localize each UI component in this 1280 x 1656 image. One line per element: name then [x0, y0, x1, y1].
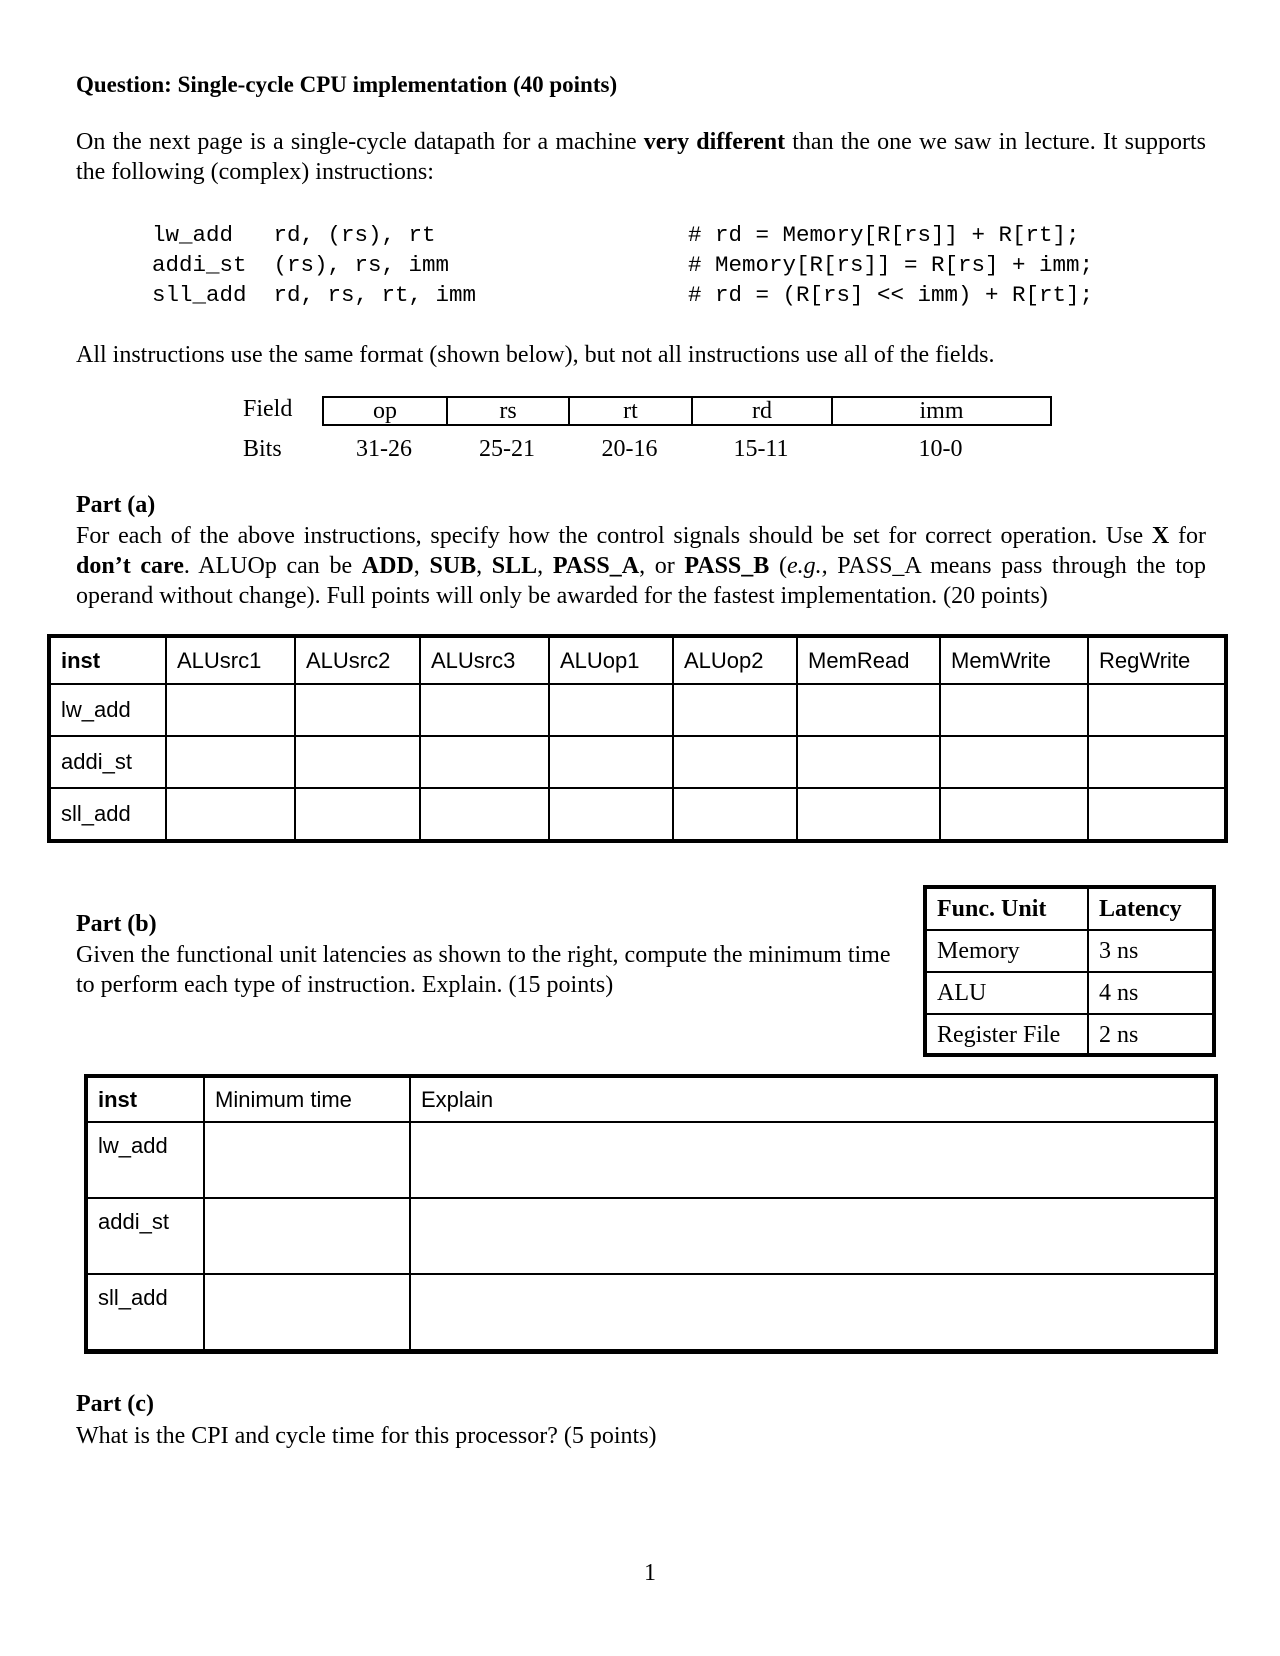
instruction-comment-2: # Memory[R[rs]] = R[rs] + imm;: [688, 252, 1094, 278]
table-row: [50, 684, 1227, 736]
answer-cell[interactable]: [940, 684, 1088, 736]
minimum-time-table: [86, 1076, 1218, 1351]
control-signals-table: [49, 636, 1228, 841]
answer-cell[interactable]: [1088, 684, 1227, 736]
latency-table: [925, 887, 1216, 1057]
answer-cell[interactable]: [549, 788, 673, 840]
row-inst-lw-add: lw_add: [50, 684, 166, 736]
latency-unit: ALU: [926, 972, 1088, 1014]
header-alusrc1: ALUsrc1: [166, 637, 295, 684]
table-row: [50, 788, 1227, 840]
intro-paragraph: [76, 127, 1206, 187]
latency-header-unit: Func. Unit: [926, 888, 1088, 930]
answer-cell[interactable]: [673, 788, 797, 840]
instruction-format-box: [322, 396, 1052, 426]
time-header-explain: Explain: [410, 1077, 1217, 1122]
latency-value: 2 ns: [1088, 1014, 1215, 1056]
answer-cell[interactable]: [295, 684, 420, 736]
row-inst-addi-st: addi_st: [50, 736, 166, 788]
answer-cell[interactable]: [940, 736, 1088, 788]
header-alusrc2: ALUsrc2: [295, 637, 420, 684]
instruction-code-1: lw_add rd, (rs), rt: [152, 222, 436, 248]
answer-cell[interactable]: [673, 684, 797, 736]
page-title: Question: Single-cycle CPU implementation (40 points): [76, 72, 618, 97]
latency-header-latency: Latency: [1088, 888, 1215, 930]
intro-text-1: On the next page is a single-cycle datapath for a machine: [76, 129, 644, 155]
answer-cell[interactable]: [797, 684, 940, 736]
part-b-heading: Part (b): [76, 911, 157, 937]
answer-cell[interactable]: [420, 736, 549, 788]
format-field-rd: rd: [752, 398, 772, 424]
bits-rt: 20-16: [601, 436, 658, 462]
header-inst: inst: [50, 637, 166, 684]
answer-cell[interactable]: [204, 1198, 410, 1274]
answer-cell[interactable]: [420, 684, 549, 736]
bits-op: 31-26: [356, 436, 412, 462]
instruction-comment-3: # rd = (R[rs] << imm) + R[rt];: [688, 282, 1094, 308]
row-inst-sll-add: sll_add: [50, 788, 166, 840]
answer-cell[interactable]: [204, 1122, 410, 1198]
table-row: [87, 1198, 1217, 1274]
latency-unit: Memory: [926, 930, 1088, 972]
answer-cell[interactable]: [549, 684, 673, 736]
answer-cell[interactable]: [549, 736, 673, 788]
intro-text-2: than the one we saw in lecture. It supports the following (complex) instructions:: [76, 129, 1207, 185]
answer-cell[interactable]: [410, 1122, 1217, 1198]
part-a-text: For each of the above instructions, specify how the control signals should be set for correct operation. Use X for don’t care. ALUOp can be ADD, SUB, SLL, PASS_A, or PASS_B (e.g., PASS_A means pass through the top operand without change). Full points will only be awarded for the fastest implementation. (20 points): [76, 523, 1207, 609]
latency-value: 4 ns: [1088, 972, 1215, 1014]
time-row-inst: sll_add: [87, 1274, 204, 1350]
field-label: Field: [243, 396, 293, 422]
format-text: All instructions use the same format (shown below), but not all instructions use all of the fields.: [76, 342, 995, 368]
part-c-text: What is the CPI and cycle time for this processor? (5 points): [76, 1423, 657, 1449]
intro-bold: very different: [643, 129, 786, 155]
format-field-op: op: [373, 398, 397, 424]
time-row-inst: lw_add: [87, 1122, 204, 1198]
header-memread: MemRead: [797, 637, 940, 684]
answer-cell[interactable]: [166, 788, 295, 840]
answer-cell[interactable]: [940, 788, 1088, 840]
header-memwrite: MemWrite: [940, 637, 1088, 684]
part-c-heading: Part (c): [76, 1391, 154, 1417]
answer-cell[interactable]: [1088, 736, 1227, 788]
instruction-comment-1: # rd = Memory[R[rs]] + R[rt];: [688, 222, 1080, 248]
answer-cell[interactable]: [673, 736, 797, 788]
time-header-minimum: Minimum time: [204, 1077, 410, 1122]
answer-cell[interactable]: [410, 1274, 1217, 1350]
part-b-text: Given the functional unit latencies as shown to the right, compute the minimum time to perform each type of instruction. Explain. (15 points): [76, 942, 891, 998]
instruction-code-2: addi_st (rs), rs, imm: [152, 252, 450, 278]
answer-cell[interactable]: [420, 788, 549, 840]
answer-cell[interactable]: [797, 788, 940, 840]
header-regwrite: RegWrite: [1088, 637, 1227, 684]
answer-cell[interactable]: [797, 736, 940, 788]
table-row: [50, 736, 1227, 788]
format-field-imm: imm: [919, 398, 964, 424]
answer-cell[interactable]: [295, 736, 420, 788]
table-row: [87, 1122, 1217, 1198]
header-alusrc3: ALUsrc3: [420, 637, 549, 684]
answer-cell[interactable]: [204, 1274, 410, 1350]
bits-rs: 25-21: [479, 436, 535, 462]
part-a-heading: Part (a): [76, 492, 156, 518]
bits-label: Bits: [243, 436, 282, 462]
time-row-inst: addi_st: [87, 1198, 204, 1274]
header-aluop2: ALUop2: [673, 637, 797, 684]
bits-rd: 15-11: [733, 436, 789, 462]
instruction-code-3: sll_add rd, rs, rt, imm: [152, 282, 477, 308]
answer-cell[interactable]: [166, 684, 295, 736]
header-aluop1: ALUop1: [549, 637, 673, 684]
table-row: [926, 972, 1215, 1014]
table-row: [926, 1014, 1215, 1056]
answer-cell[interactable]: [166, 736, 295, 788]
time-header-inst: inst: [87, 1077, 204, 1122]
control-header-row: [50, 637, 1227, 684]
format-field-rt: rt: [623, 398, 638, 424]
table-row: [87, 1274, 1217, 1350]
page-number: 1: [644, 1560, 656, 1586]
format-field-rs: rs: [499, 398, 517, 424]
answer-cell[interactable]: [410, 1198, 1217, 1274]
bits-imm: 10-0: [918, 436, 963, 462]
latency-value: 3 ns: [1088, 930, 1215, 972]
latency-unit: Register File: [926, 1014, 1088, 1056]
table-row: [926, 930, 1215, 972]
answer-cell[interactable]: [1088, 788, 1227, 840]
answer-cell[interactable]: [295, 788, 420, 840]
